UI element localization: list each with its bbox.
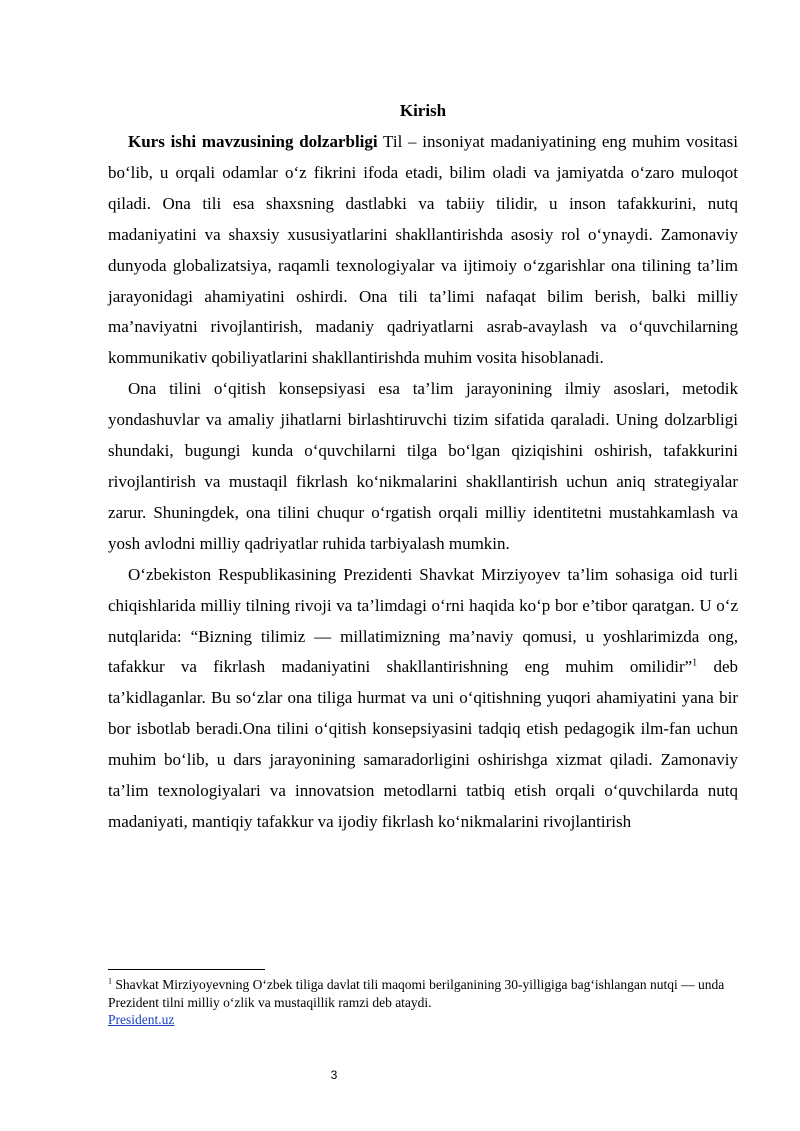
document-body	[108, 96, 738, 838]
footnote-separator	[108, 969, 265, 970]
footnote-reference[interactable]: 1	[692, 657, 698, 669]
paragraph-text: deb ta’kidlaganlar. Bu so‘zlar ona tiliga hurmat va uni o‘qitishning yuqori ahamiyatini yana bir bor isbotlab beradi.Ona tilini o‘qitish konsepsiyasini tadqiq etish pedagogik ilm-fan uchun muhim bo‘lib, u dars jarayonining samaradorligini oshirishga xizmat qiladi. Zamonaviy ta’lim texnologiyalari va innovatsion metodlarni tatbiq etish orqali o‘quvchilarda nutq madaniyati, mantiqiy tafakkur va ijodiy fikrlash ko‘nikmalarini rivojlantirish	[108, 657, 738, 831]
footnote-area	[108, 969, 738, 1029]
relevance-lead: Kurs ishi mavzusining dolzarbligi	[128, 132, 378, 151]
footnote-text: Shavkat Mirziyoyevning O‘zbek tiliga davlat tili maqomi berilganining 30-yilligiga bag‘ishlangan nutqi — unda Prezident tilni milliy o‘zlik va mustaqillik ramzi deb ataydi.	[108, 977, 725, 1010]
paragraph-president	[108, 560, 738, 838]
paragraph-text: Ona tilini o‘qitish konsepsiyasi esa ta’lim jarayonining ilmiy asoslari, metodik yondashuvlar va amaliy jihatlarni birlashtiruvchi tizim sifatida qaraladi. Uning dolzarbligi shundaki, bugungi kunda o‘quvchilarni tilga bo‘lgan qiziqishini oshirish, tafakkurini rivojlantirish va mustaqil fikrlash ko‘nikmalarini shakllantirish uchun aniq strategiyalar zarur. Shuningdek, ona tilini chuqur o‘rgatish orqali milliy identitetni mustahkamlash va yosh avlodni milliy qadriyatlar ruhida tarbiyalash mumkin.	[108, 379, 738, 553]
paragraph-text: O‘zbekiston Respublikasining Prezidenti Shavkat Mirziyoyev ta’lim sohasiga oid turli chiqishlarida milliy tilning rivoji va ta’limdagi o‘rni haqida ko‘p bor e’tibor qaratgan. U o‘z nutqlarida: “Bizning tilimiz — millatimizning ma’naviy qomusi, u yoshlarimizda ong, tafakkur va fikrlash madaniyatini shakllantirishning eng muhim omilidir”	[108, 564, 738, 677]
paragraph-relevance	[108, 127, 738, 374]
paragraph-text: Til – insoniyat madaniyatining eng muhim vositasi bo‘lib, u orqali odamlar o‘z fikrini ifoda etadi, bilim oladi va jamiyatda o‘zaro muloqot qiladi. Ona tili esa shaxsning dastlabki va tabiiy tilidir, u inson tafakkurini, nutq madaniyatini va shaxsiy xususiyatlarini shakllantirishda asosiy rol o‘ynaydi. Zamonaviy dunyoda globalizatsiya, raqamli texnologiyalar va ijtimoiy o‘zgarishlar ona tilining ta’lim jarayonidagi ahamiyatini oshirdi. Ona tili ta’limi nafaqat bilim berish, balki milliy ma’naviyatni rivojlantirish, madaniy qadriyatlarni asrab-avaylash va o‘quvchilarning kommunikativ qobiliyatlarini shakllantirishda muhim vosita hisoblanadi.	[108, 132, 739, 368]
section-heading: Kirish	[399, 101, 447, 120]
footnote	[108, 976, 738, 1029]
paragraph-concept	[108, 374, 738, 559]
page-number: 3	[330, 1068, 338, 1082]
footnote-mark: 1	[108, 976, 112, 986]
footnote-link[interactable]: President.uz	[108, 1012, 175, 1027]
